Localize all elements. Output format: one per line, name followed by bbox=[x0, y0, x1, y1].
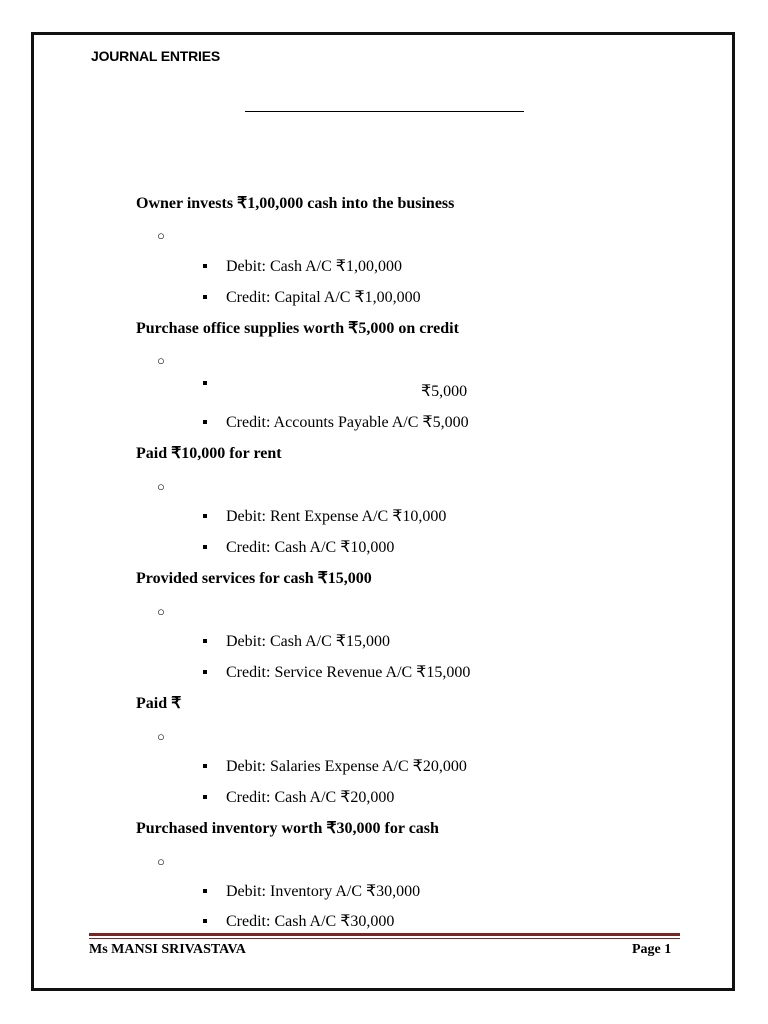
title-underline bbox=[245, 111, 524, 112]
credit-text: Credit: Cash A/C ₹30,000 bbox=[226, 913, 395, 930]
sub-list-marker: ○ bbox=[157, 353, 165, 368]
square-bullet-icon bbox=[203, 919, 207, 923]
square-bullet-icon bbox=[203, 420, 207, 424]
footer-rule-thin bbox=[89, 938, 680, 939]
entry-heading: Provided services for cash ₹15,000 bbox=[136, 570, 372, 587]
square-bullet-icon bbox=[203, 764, 207, 768]
sub-list-marker: ○ bbox=[157, 854, 165, 869]
credit-text: Credit: Cash A/C ₹10,000 bbox=[226, 539, 395, 556]
debit-text: Debit: Cash A/C ₹1,00,000 bbox=[226, 258, 402, 275]
credit-text: Credit: Accounts Payable A/C ₹5,000 bbox=[226, 414, 469, 431]
sub-list-marker: ○ bbox=[157, 604, 165, 619]
credit-line bbox=[203, 537, 394, 557]
sub-list-marker: ○ bbox=[157, 729, 165, 744]
entry-heading: Paid ₹10,000 for rent bbox=[136, 445, 282, 462]
entry-heading: Owner invests ₹1,00,000 cash into the business bbox=[136, 195, 455, 212]
square-bullet-icon bbox=[203, 889, 207, 893]
entry-heading: Paid ₹ bbox=[136, 695, 182, 712]
credit-text: Credit: Cash A/C ₹20,000 bbox=[226, 789, 395, 806]
header-title: JOURNAL ENTRIES bbox=[91, 48, 220, 64]
credit-line bbox=[203, 412, 469, 432]
sub-list-marker: ○ bbox=[157, 479, 165, 494]
entry-heading: Purchased inventory worth ₹30,000 for cash bbox=[136, 820, 439, 837]
footer-author: Ms MANSI SRIVASTAVA bbox=[89, 942, 246, 957]
debit-text: Debit: Rent Expense A/C ₹10,000 bbox=[226, 508, 447, 525]
debit-line bbox=[203, 506, 446, 526]
credit-text: Credit: Capital A/C ₹1,00,000 bbox=[226, 289, 421, 306]
credit-line bbox=[203, 911, 394, 931]
square-bullet-icon bbox=[203, 639, 207, 643]
debit-line bbox=[203, 631, 390, 651]
debit-line bbox=[203, 756, 467, 776]
debit-text: Debit: Salaries Expense A/C ₹20,000 bbox=[226, 758, 467, 775]
debit-line bbox=[203, 881, 420, 901]
debit-line bbox=[203, 381, 226, 385]
square-bullet-icon bbox=[203, 295, 207, 299]
credit-line bbox=[203, 287, 421, 307]
square-bullet-icon bbox=[203, 381, 207, 385]
footer-page-number: Page 1 bbox=[632, 942, 672, 957]
debit-text: Debit: Inventory A/C ₹30,000 bbox=[226, 883, 421, 900]
square-bullet-icon bbox=[203, 670, 207, 674]
debit-line bbox=[203, 256, 402, 276]
debit-amount: ₹5,000 bbox=[421, 383, 468, 400]
credit-line bbox=[203, 787, 394, 807]
square-bullet-icon bbox=[203, 264, 207, 268]
square-bullet-icon bbox=[203, 795, 207, 799]
entry-heading: Purchase office supplies worth ₹5,000 on credit bbox=[136, 320, 459, 337]
debit-text: Debit: Cash A/C ₹15,000 bbox=[226, 633, 390, 650]
footer-rule bbox=[89, 933, 680, 936]
credit-text: Credit: Service Revenue A/C ₹15,000 bbox=[226, 664, 471, 681]
square-bullet-icon bbox=[203, 514, 207, 518]
square-bullet-icon bbox=[203, 545, 207, 549]
credit-line bbox=[203, 662, 470, 682]
sub-list-marker: ○ bbox=[157, 228, 165, 243]
